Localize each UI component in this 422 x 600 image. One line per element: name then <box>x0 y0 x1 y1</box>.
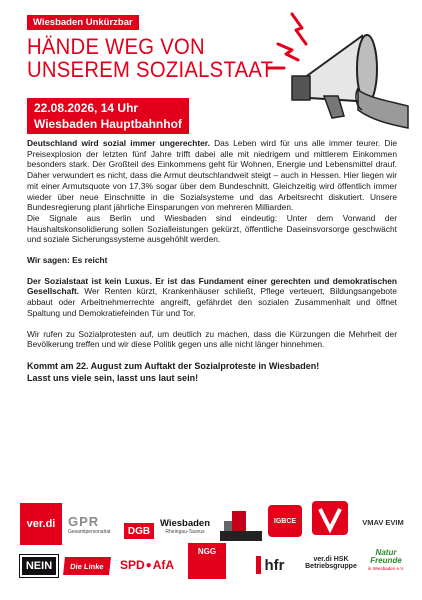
logo-dgb: DGB <box>124 523 154 539</box>
logo-hfr <box>242 553 298 577</box>
logo-naturfreunde <box>362 543 410 579</box>
gpr-sub: Gesamtpersonalrat <box>68 528 111 535</box>
campaign-tag: Wiesbaden Unkürzbar <box>27 15 139 30</box>
paragraph-call: Wir rufen zu Sozialprotesten auf, um deutlich zu machen, dass die Kürzungen die Mehrheit der Bevölkerung treffen und wir diese Politik gegen uns alle nicht länger hinnehmen. <box>27 328 397 350</box>
hfr-mark <box>256 556 261 574</box>
natur-sub: in Wiesbaden e.V. <box>367 566 405 571</box>
paragraph-laut: Lasst uns viele sein, lasst uns laut sein! <box>27 372 199 383</box>
headline-line-1: HÄNDE WEG VON <box>27 34 205 59</box>
logo-ngg: NGG <box>188 543 226 579</box>
freunde-label: Freunde <box>370 556 402 565</box>
logo-gpr <box>68 509 122 539</box>
headline-line-2: UNSEREM SOZIALSTAAT <box>27 57 274 82</box>
logo-verdi: ver.di <box>20 503 62 545</box>
logo-spd-afa <box>116 555 178 575</box>
intro-rest: Das Leben wird für uns alle immer teurer. Die Preisexplosion der letzten fünf Jahre trifft dabei alle mit niedrigem und mittlerem Einkommen besonders stark. Der Großteil des Einkommens geht für Wohnen, Energie und Lebensmittel drauf. Daher verwundert es nicht, dass die Armut deutschlandweit steigt – auch in Hessen. Hier liegen wir mit einer Armutsquote von 17,3% sogar über dem Bundeschnitt. Gleichzeitig wird öffentlich immer wieder über neue Einschnitte in die Sozialsysteme und das Arbeitsrecht diskutiert. Unsere Bundesregierung plant jährliche Einsparungen von mehreren Milliarden. <box>27 138 397 213</box>
event-box <box>27 98 189 134</box>
logo-verdi-hsk <box>304 549 358 577</box>
event-date-time: 22.08.2026, 14 Uhr <box>34 101 139 115</box>
paragraph-es-reicht: Wir sagen: Es reicht <box>27 255 108 266</box>
wiesbaden-label: Wiesbaden <box>159 517 211 529</box>
afa-label: AfA <box>152 558 175 572</box>
logo-vmav-evim: VMAV EVIM <box>362 517 404 527</box>
paragraph-signals: Die Signale aus Berlin und Wiesbaden sind eindeutig: Unter dem Vorwand der Haushaltskonsolidierung sollen Sozialleistungen gekürzt, öffentliche Daseinsvorsorge geschwächt und soziale Sicherungssysteme ausgehöhlt werden. <box>27 212 397 245</box>
ig-metall-logo <box>218 509 264 543</box>
sozialstaat-lead: Der Sozialstaat ist kein Luxus. Er ist das Fundament einer gerechten und demokratischen Gesellschaft. <box>27 275 397 297</box>
rose-icon: ● <box>145 559 152 571</box>
natur-label: Natur <box>375 548 397 557</box>
wiesbaden-sub: Rheingau-Taunus <box>165 528 205 535</box>
logo-dgb-wiesbaden <box>156 511 214 541</box>
paragraph-kommt: Kommt am 22. August zum Auftakt der Sozialproteste in Wiesbaden! <box>27 360 320 371</box>
body-text <box>27 138 397 384</box>
verdi-hsk-label: ver.di HSK <box>313 556 349 563</box>
intro-lead: Deutschland wird sozial immer ungerechter. <box>27 138 210 148</box>
headline <box>27 35 273 81</box>
spd-label: SPD <box>119 558 145 572</box>
hfr-label: hfr <box>264 556 285 574</box>
sozialstaat-rest: Wer Renten kürzt, Krankenhäuser schließt, Pflege verteuert, Bildungsangebote abbaut oder Arbeitnehmerrechte angreift, gefährdet den sozialen Zusammenhalt und öffnet Spaltung und Demokratiefeinden Tür und Tor. <box>27 286 397 318</box>
logo-igbce: IGBCE <box>268 505 302 537</box>
betriebsgruppe-label: Betriebsgruppe <box>305 563 357 570</box>
gpr-label: GPR <box>68 513 100 529</box>
logo-die-linke: Die Linke <box>63 557 111 575</box>
megaphone-icon <box>262 6 412 131</box>
logo-nein: NEIN <box>20 555 58 577</box>
event-place: Wiesbaden Hauptbahnhof <box>34 117 182 131</box>
evim-logo <box>310 499 350 539</box>
